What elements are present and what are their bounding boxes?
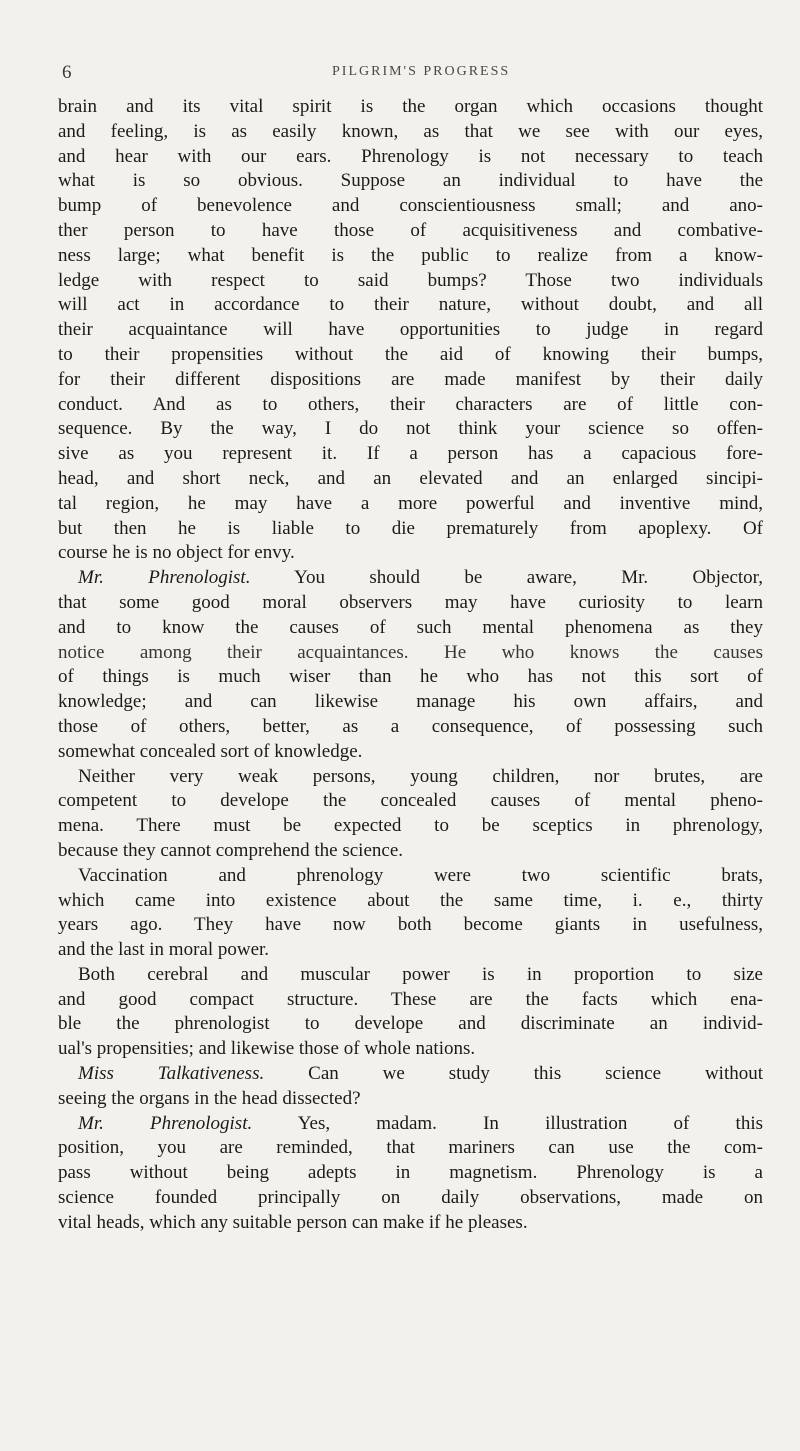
text-line: those of others, better, as a consequence, of possessing such xyxy=(58,715,763,737)
text-line: vital heads, which any suitable person can make if he pleases. xyxy=(58,1211,528,1233)
text-line: ther person to have those of acquisitiveness and combative- xyxy=(58,219,763,241)
text-line: and hear with our ears. Phrenology is not necessary to teach xyxy=(58,145,763,167)
speaker-name: Miss Talkativeness. xyxy=(78,1063,265,1085)
text-line: somewhat concealed sort of knowledge. xyxy=(58,740,363,762)
dialogue-line xyxy=(58,1062,763,1087)
text-line: knowledge; and can likewise manage his own affairs, and xyxy=(58,691,763,713)
speaker-name: Mr. Phrenologist. xyxy=(78,1112,253,1134)
text-line: seeing the organs in the head dissected? xyxy=(58,1087,361,1109)
text-line: ledge with respect to said bumps? Those two individuals xyxy=(58,269,763,291)
text-line: which came into existence about the same time, i. e., thirty xyxy=(58,889,763,911)
speaker-name: Mr. Phrenologist. xyxy=(78,567,251,589)
running-head xyxy=(62,62,738,86)
text-line: position, you are reminded, that mariners can use the com- xyxy=(58,1137,763,1159)
text-line: mena. There must be expected to be sceptics in phrenology, xyxy=(58,815,763,837)
dialogue-text: You should be aware, Mr. Objector, xyxy=(294,567,763,589)
text-line: because they cannot comprehend the science. xyxy=(58,839,404,861)
dialogue-text: Yes, madam. In illustration of this xyxy=(297,1112,763,1134)
text-line: and good compact structure. These are the facts which ena- xyxy=(58,988,763,1010)
text-line: sequence. By the way, I do not think your science so offen- xyxy=(58,418,763,440)
text-line: course he is no object for envy. xyxy=(58,542,295,564)
text-line: ble the phrenologist to develope and discriminate an individ- xyxy=(58,1013,763,1035)
dialogue-text: Can we study this science without xyxy=(308,1063,763,1085)
text-line: competent to develope the concealed causes of mental pheno- xyxy=(58,790,763,812)
text-line: and feeling, is as easily known, as that we see with our eyes, xyxy=(58,120,763,142)
text-line: conduct. And as to others, their characters are of little con- xyxy=(58,393,763,415)
text-line: notice among their acquaintances. He who knows the causes xyxy=(58,641,763,663)
text-line: bump of benevolence and conscientiousness small; and ano- xyxy=(58,195,763,217)
dialogue-line xyxy=(58,566,763,591)
text-line: Neither very weak persons, young children, nor brutes, are xyxy=(78,765,763,787)
text-line: brain and its vital spirit is the organ which occasions thought xyxy=(58,96,763,117)
text-line: but then he is liable to die prematurely from apoplexy. Of xyxy=(58,517,763,539)
text-line: of things is much wiser than he who has not this sort of xyxy=(58,666,763,688)
page-number: 6 xyxy=(62,62,72,83)
text-line: to their propensities without the aid of knowing their bumps, xyxy=(58,343,763,365)
text-line: Vaccination and phrenology were two scientific brats, xyxy=(78,864,763,886)
text-line: tal region, he may have a more powerful and inventive mind, xyxy=(58,492,763,514)
text-line: Both cerebral and muscular power is in proportion to size xyxy=(78,963,763,985)
running-title: PILGRIM'S PROGRESS xyxy=(332,64,511,79)
text-line: sive as you represent it. If a person has a capacious fore- xyxy=(58,443,763,465)
text-line: what is so obvious. Suppose an individual to have the xyxy=(58,170,763,192)
text-line: science founded principally on daily observations, made on xyxy=(58,1187,763,1209)
text-line: will act in accordance to their nature, without doubt, and all xyxy=(58,294,763,316)
text-line: head, and short neck, and an elevated and an enlarged sincipi- xyxy=(58,467,763,489)
dialogue-line xyxy=(58,1112,763,1137)
text-line: ual's propensities; and likewise those of whole nations. xyxy=(58,1038,476,1060)
text-line: and to know the causes of such mental phenomena as they xyxy=(58,616,763,638)
text-line: pass without being adepts in magnetism. Phrenology is a xyxy=(58,1162,763,1184)
text-line: that some good moral observers may have curiosity to learn xyxy=(58,591,763,613)
text-line: years ago. They have now both become giants in usefulness, xyxy=(58,914,763,936)
text-line: ness large; what benefit is the public to realize from a know- xyxy=(58,244,763,266)
text-line: and the last in moral power. xyxy=(58,939,270,961)
body-text xyxy=(58,95,763,1236)
text-line: for their different dispositions are made manifest by their daily xyxy=(58,368,763,390)
text-line: their acquaintance will have opportunities to judge in regard xyxy=(58,319,763,341)
